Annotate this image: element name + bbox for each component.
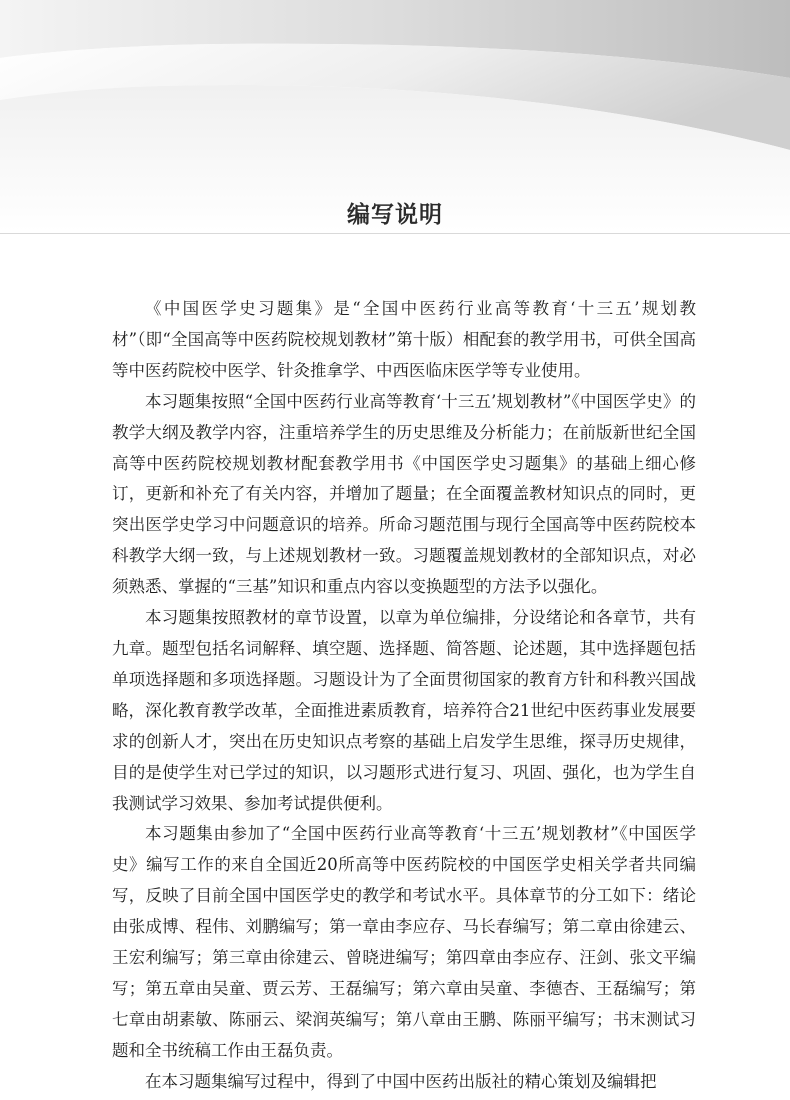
paragraph-3: 本习题集按照教材的章节设置，以章为单位编排，分设绪论和各章节，共有九章。题型包括名词解释、填空题、选择题、简答题、论述题，其中选择题包括单项选择题和多项选择题。习题设计为了全面贯彻国家的教育方针和科教兴国战略，深化教育教学改革，全面推进素质教育，培养符合21世纪中医药事业发展要求的创新人才，突出在历史知识点考察的基础上启发学生思维，探寻历史规律，目的是使学生对已学过的知识，以习题形式进行复习、巩固、强化，也为学生自我测试学习效果、参加考试提供便利。 (112, 608, 696, 813)
paragraph-2: 本习题集按照“全国中医药行业高等教育‘十三五’规划教材”《中国医学史》的教学大纲及教学内容，注重培养学生的历史思维及分析能力；在前版新世纪全国高等中医药院校规划教材配套教学用书《中国医学史习题集》的基础上细心修订，更新和补充了有关内容，并增加了题量；在全面覆盖教材知识点的同时，更突出医学史学习中问题意识的培养。所命习题范围与现行全国高等中医药院校本科教学大纲一致，与上述规划教材一致。习题覆盖规划教材的全部知识点，对必须熟悉、掌握的“三基”知识和重点内容以变换题型的方法予以强化。 (112, 391, 696, 597)
paragraph-5: 在本习题集编写过程中，得到了中国中医药出版社的精心策划及编辑把 (145, 1071, 657, 1091)
paragraph-1: 《中国医学史习题集》是“全国中医药行业高等教育‘十三五’规划教材”（即“全国高等中医药院校规划教材”第十版）相配套的教学用书，可供全国高等中医药院校中医学、针灸推拿学、中西医临床医学等专业使用。 (112, 299, 696, 380)
title-divider (0, 233, 790, 234)
body-text (112, 294, 696, 1098)
paragraph-4: 本习题集由参加了“全国中医药行业高等教育‘十三五’规划教材”《中国医学史》编写工作的来自全国近20所高等中医药院校的中国医学史相关学者共同编写，反映了目前全国中国医学史的教学和考试水平。具体章节的分工如下：绪论由张成博、程伟、刘鹏编写；第一章由李应存、马长春编写；第二章由徐建云、王宏利编写；第三章由徐建云、曾晓进编写；第四章由李应存、汪剑、张文平编写；第五章由吴童、贾云芳、王磊编写；第六章由吴童、李德杏、王磊编写；第七章由胡素敏、陈丽云、梁润英编写；第八章由王鹏、陈丽平编写；书末测试习题和全书统稿工作由王磊负责。 (112, 824, 696, 1060)
page-title: 编写说明 (347, 202, 443, 228)
